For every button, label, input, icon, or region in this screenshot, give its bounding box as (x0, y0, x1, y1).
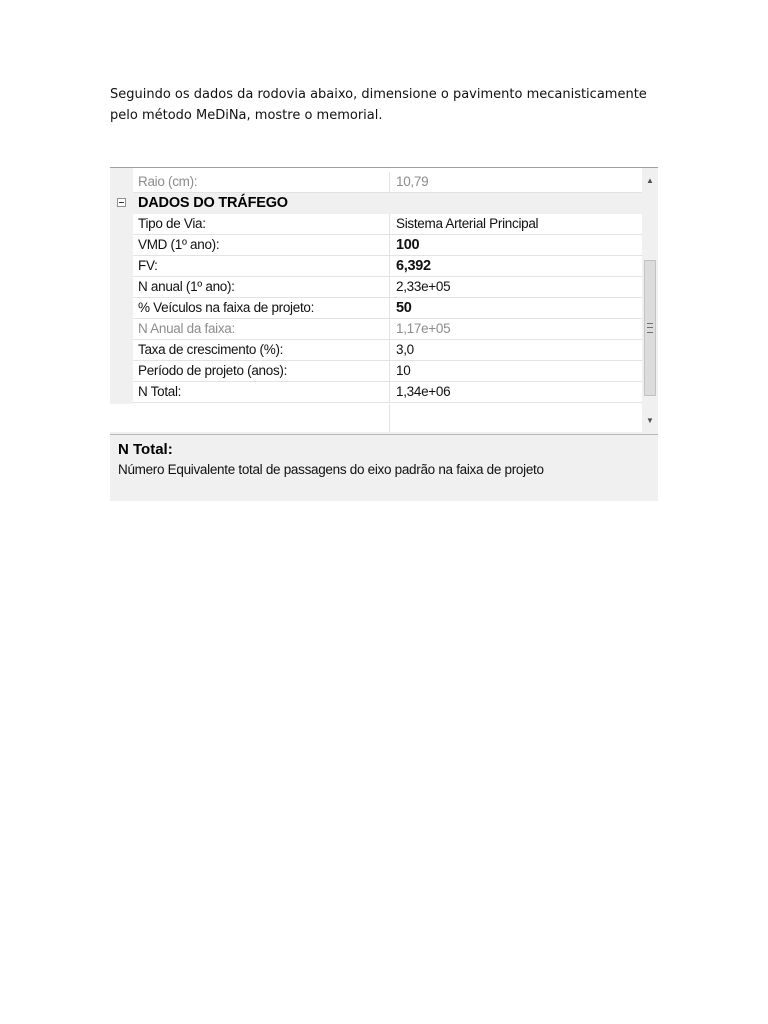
property-row[interactable] (110, 277, 642, 298)
column-divider (389, 172, 390, 193)
property-grid-screenshot (110, 167, 658, 501)
scroll-down-icon[interactable]: ▼ (646, 416, 654, 425)
column-divider (389, 340, 390, 361)
description-pane (110, 434, 658, 501)
property-value[interactable]: 6,392 (396, 258, 431, 274)
property-name: N Anual da faixa: (138, 321, 235, 336)
property-row[interactable] (110, 319, 642, 340)
column-divider (389, 235, 390, 256)
question-text (110, 84, 680, 126)
property-row[interactable] (110, 172, 642, 193)
column-divider (389, 256, 390, 277)
minus-box-icon[interactable] (117, 198, 126, 207)
property-row[interactable] (110, 214, 642, 235)
property-value[interactable]: 2,33e+05 (396, 279, 451, 294)
property-name: N Total: (138, 384, 182, 399)
column-divider (389, 277, 390, 298)
column-divider (389, 214, 390, 235)
column-divider (389, 404, 390, 432)
property-value[interactable]: 100 (396, 237, 420, 253)
column-divider (389, 361, 390, 382)
property-name: VMD (1º ano): (138, 237, 220, 252)
property-row[interactable] (110, 235, 642, 256)
property-name: N anual (1º ano): (138, 279, 235, 294)
property-value: 10,79 (396, 174, 429, 189)
property-value[interactable]: 50 (396, 300, 412, 316)
property-name: Raio (cm): (138, 174, 198, 189)
vertical-scrollbar[interactable] (642, 168, 658, 432)
property-row[interactable] (110, 256, 642, 277)
help-description: Número Equivalente total de passagens do eixo padrão na faixa de projeto (118, 462, 544, 477)
property-row[interactable] (110, 298, 642, 319)
property-name: Tipo de Via: (138, 216, 206, 231)
property-grid[interactable] (110, 168, 642, 432)
property-grid-empty-row (110, 404, 642, 432)
property-value[interactable]: 3,0 (396, 342, 414, 357)
column-divider (389, 319, 390, 340)
row-divider (133, 402, 642, 403)
help-title: N Total: (118, 441, 173, 458)
column-divider (389, 382, 390, 403)
property-name: Taxa de crescimento (%): (138, 342, 284, 357)
property-grid-category[interactable] (110, 193, 642, 214)
question-line-1: Seguindo os dados da rodovia abaixo, dimensione o pavimento mecanisticamente (110, 87, 647, 102)
property-value: 1,17e+05 (396, 321, 451, 336)
category-label: DADOS DO TRÁFEGO (138, 195, 288, 211)
grip-lines-icon (647, 323, 653, 333)
scroll-thumb[interactable] (644, 260, 656, 396)
question-line-2: pelo método MeDiNa, mostre o memorial. (110, 108, 383, 123)
property-name: FV: (138, 258, 158, 273)
property-row[interactable] (110, 361, 642, 382)
scroll-up-icon[interactable]: ▲ (646, 176, 654, 185)
property-name: % Veículos na faixa de projeto: (138, 300, 315, 315)
property-value[interactable]: 1,34e+06 (396, 384, 451, 399)
property-row[interactable] (110, 340, 642, 361)
column-divider (389, 298, 390, 319)
property-value[interactable]: 10 (396, 363, 411, 378)
property-value[interactable]: Sistema Arterial Principal (396, 216, 539, 231)
property-name: Período de projeto (anos): (138, 363, 288, 378)
property-row[interactable] (110, 382, 642, 403)
